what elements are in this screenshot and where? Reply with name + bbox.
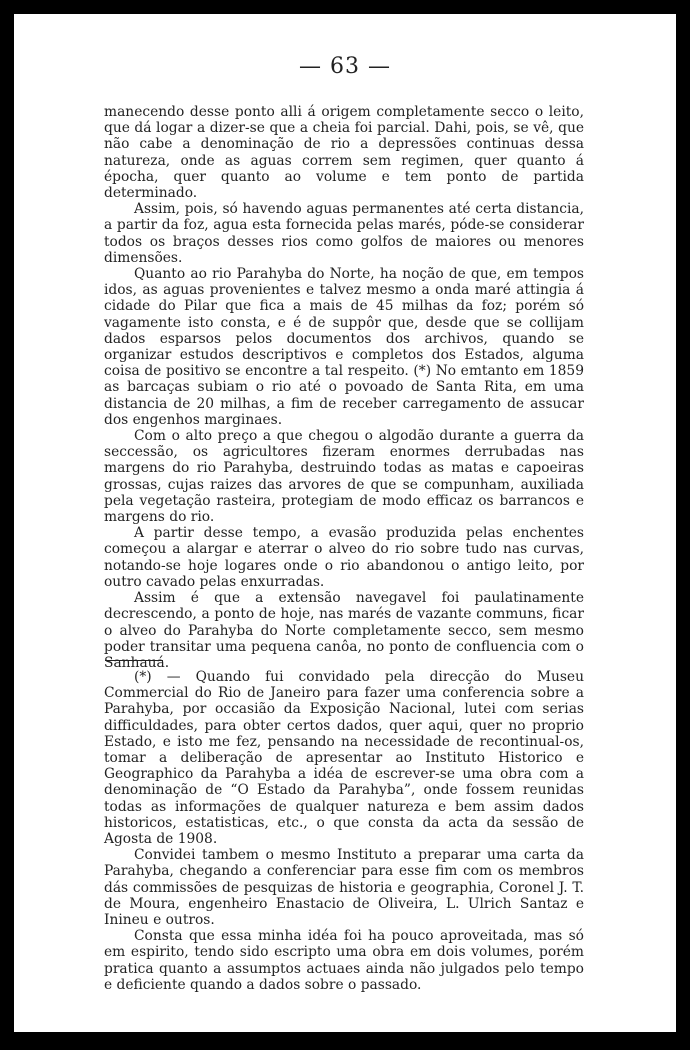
paragraph: Assim, pois, só havendo aguas permanentes até certa distancia, a partir da foz, agua esta fornecida pelas marés, póde-se considerar todos os braços desses rios como golfos de maiores ou menores dimensões. [104,201,584,266]
footnote-divider [105,660,163,661]
main-text [104,104,584,671]
footnote-paragraph: Consta que essa minha idéa foi ha pouco aproveitada, mas só em espirito, tendo sido escripto uma obra em dois volumes, porém pratica quanto a assumptos actuaes ainda não julgados pelo tempo e deficiente quando a dados sobre o passado. [104,928,584,993]
footnote-paragraph: Convidei tambem o mesmo Instituto a preparar uma carta da Parahyba, chegando a conferenciar para esse fim com os membros dás commissões de pesquizas de historia e geographia, Coronel J. T. de Moura, engenheiro Enastacio de Oliveira, L. Ulrich Santaz e Inineu e outros. [104,847,584,929]
paragraph: manecendo desse ponto alli á origem completamente secco o leito, que dá logar a dizer-se que a cheia foi parcial. Dahi, pois, se vê, que não cabe a denominação de rio a depressões continuas dessa natureza, onde as aguas correm sem regimen, quer quanto á épocha, quer quanto ao volume e tem ponto de partida determinado. [104,104,584,202]
paragraph: A partir desse tempo, a evasão produzida pelas enchentes começou a alargar e aterrar o alveo do rio sobre tudo nas curvas, notando-se hoje logares onde o rio abandonou o antigo leito, por outro cavado pelas enxurradas. [104,525,584,590]
book-page [14,14,676,1032]
paragraph: Assim é que a extensão navegavel foi paulatinamente decrescendo, a ponto de hoje, nas marés de vazante communs, ficar o alveo do Parahyba do Norte completamente secco, sem mesmo poder transitar uma pequena canôa, no ponto de confluencia com o Sanhauá. [104,590,584,671]
footnote-paragraph: (*) — Quando fui convidado pela direcção do Museu Commercial do Rio de Janeiro para fazer uma conferencia sobre a Parahyba, por occasião da Exposição Nacional, lutei com serias difficuldades, para obter certos dados, quer aqui, quer no proprio Estado, e isto me fez, pensando na necessidade de recontinual-os, tomar a deliberação de apresentar ao Instituto Historico e Geographico da Parahyba a idéa de escrever-se uma obra com a denominação de “O Estado da Parahyba”, onde fossem reunidas todas as informações de qualquer natureza e bem assim dados historicos, estatisticas, etc., o que consta da acta da sessão de Agosta de 1908. [104,669,584,848]
page-number: — 63 — [299,54,391,79]
paragraph: Quanto ao rio Parahyba do Norte, ha noção de que, em tempos idos, as aguas provenientes e talvez mesmo a onda maré attingia á cidade do Pilar que fica a mais de 45 milhas da foz; porém só vagamente isto consta, e é de suppôr que, desde que se collijam dados esparsos pelos documentos dos archivos, quando se organizar estudos descriptivos e completos dos Estados, alguma coisa de positivo se encontre a tal respeito. (*) No emtanto em 1859 as barcaças subiam o rio até o povoado de Santa Rita, em uma distancia de 20 milhas, a fim de receber carregamento de assucar dos engenhos marginaes. [104,266,584,428]
paragraph: Com o alto preço a que chegou o algodão durante a guerra da seccessão, os agricultores fizeram enormes derrubadas nas margens do rio Parahyba, destruindo todas as matas e capoeiras grossas, cujas raizes das arvores de que se compunham, auxiliada pela vegetação rasteira, protegiam de modo efficaz os barrancos e margens do rio. [104,428,584,526]
footnotes [104,669,584,993]
